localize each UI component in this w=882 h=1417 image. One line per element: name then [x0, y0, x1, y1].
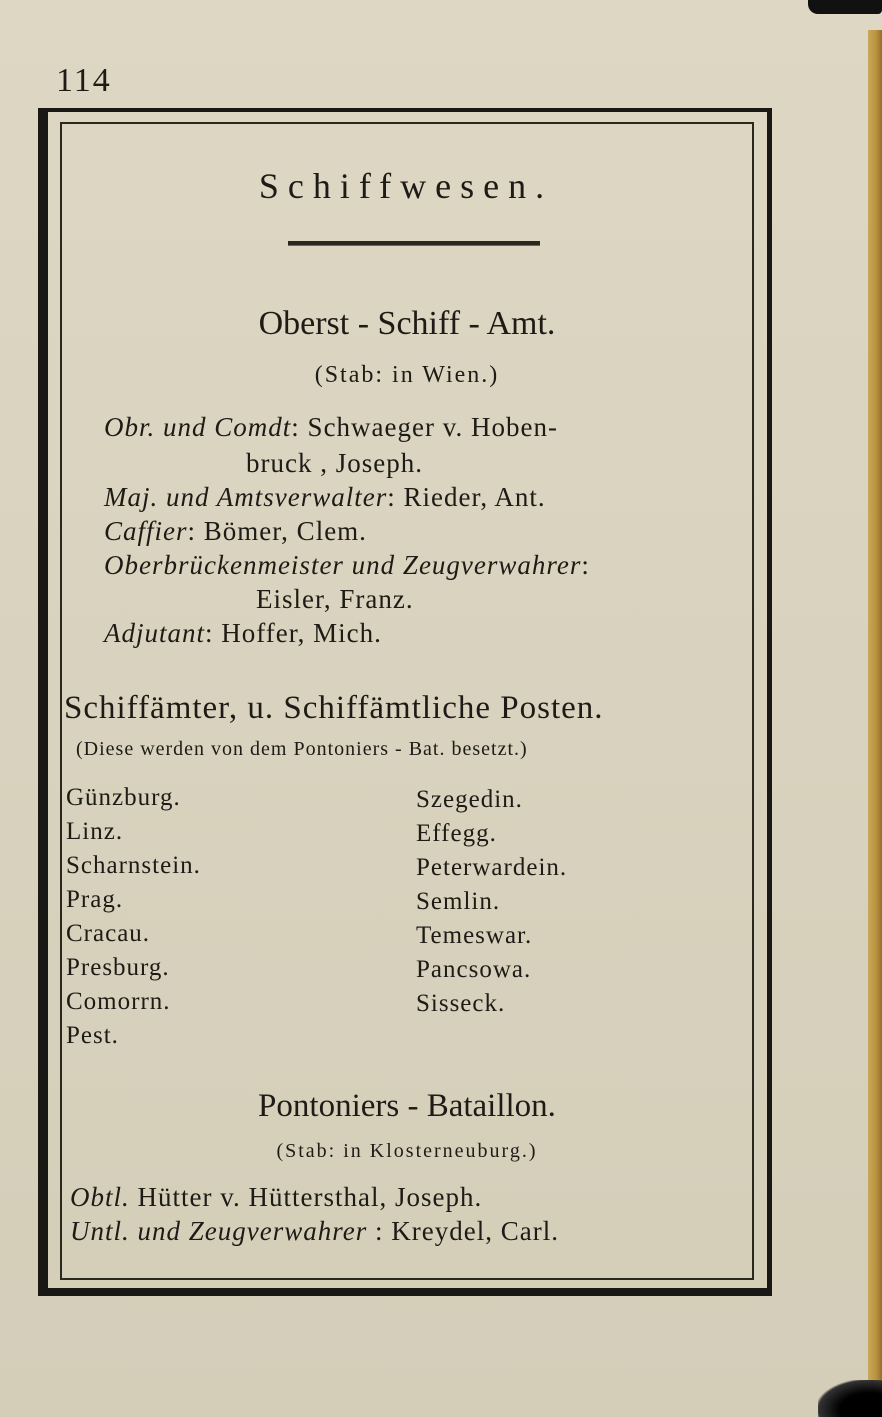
section3-heading: Pontoniers - Bataillon.	[258, 1088, 556, 1124]
right-station-5: Pancsowa.	[416, 956, 532, 983]
right-station-2: Peterwardein.	[416, 854, 568, 881]
page-title: Schiffwesen.	[258, 166, 554, 206]
scan-artifact-bottom	[818, 1380, 882, 1417]
title-rule	[288, 241, 540, 246]
entry-role: Maj. und Amtsverwalter	[104, 482, 388, 512]
page-number: 114	[56, 62, 112, 99]
entry-sep: :	[291, 412, 300, 442]
entry-name: Bömer, Clem.	[203, 516, 367, 546]
left-station-1: Linz.	[66, 818, 124, 845]
section3-subheading: (Stab: in Klosterneuburg.)	[276, 1140, 538, 1162]
entry-name: Rieder, Ant.	[403, 482, 546, 512]
entry-name: Hütter v. Hüttersthal, Joseph.	[137, 1182, 483, 1212]
left-station-7: Pest.	[66, 1022, 119, 1049]
left-station-5: Presburg.	[66, 954, 170, 981]
right-station-0: Szegedin.	[416, 786, 523, 813]
entry-sep: :	[187, 516, 197, 546]
entry-name: Hoffer, Mich.	[221, 618, 382, 648]
entry-bridgemaster	[104, 550, 590, 581]
entry-commandant	[104, 412, 558, 443]
entry-adjutant	[104, 618, 382, 649]
entry-role: Adjutant	[104, 618, 205, 648]
section1-subheading: (Stab: in Wien.)	[314, 362, 500, 388]
entry-role: Caffier	[104, 516, 188, 546]
left-station-0: Günzburg.	[66, 784, 181, 811]
entry-bridgemaster-cont: Eisler, Franz.	[256, 584, 414, 614]
entry-cashier	[104, 516, 367, 547]
entry-sep: :	[581, 550, 590, 580]
entry-role: Obtl.	[70, 1182, 130, 1212]
right-station-1: Effegg.	[416, 820, 497, 847]
right-station-6: Sisseck.	[416, 990, 506, 1017]
left-station-3: Prag.	[66, 886, 124, 913]
entry-unterleutnant	[70, 1216, 559, 1247]
scan-artifact-top	[808, 0, 882, 14]
entry-role: Oberbrückenmeister und Zeugverwahrer	[104, 550, 582, 580]
page-edge-right	[868, 30, 882, 1417]
right-station-3: Semlin.	[416, 888, 501, 915]
entry-sep: :	[205, 618, 214, 648]
entry-name: Schwaeger v. Hoben-	[307, 412, 558, 442]
left-station-6: Comorrn.	[66, 988, 171, 1015]
entry-role: Obr. und Comdt	[104, 412, 292, 442]
entry-oberleutnant	[70, 1182, 482, 1213]
section2-subheading: (Diese werden von dem Pontoniers - Bat. besetzt.)	[76, 738, 528, 760]
left-station-4: Cracau.	[66, 920, 151, 947]
entry-sep: :	[387, 482, 396, 512]
entry-major	[104, 482, 546, 513]
section1-heading: Oberst - Schiff - Amt.	[258, 305, 556, 342]
entry-role: Untl. und Zeugverwahrer	[70, 1216, 368, 1246]
entry-sep: :	[374, 1216, 384, 1246]
entry-name: Kreydel, Carl.	[391, 1216, 559, 1246]
left-station-2: Scharnstein.	[66, 852, 201, 879]
entry-commandant-cont: bruck , Joseph.	[246, 448, 423, 478]
right-station-4: Temeswar.	[416, 922, 533, 949]
section2-heading: Schiffämter, u. Schiffämtliche Posten.	[64, 690, 604, 726]
